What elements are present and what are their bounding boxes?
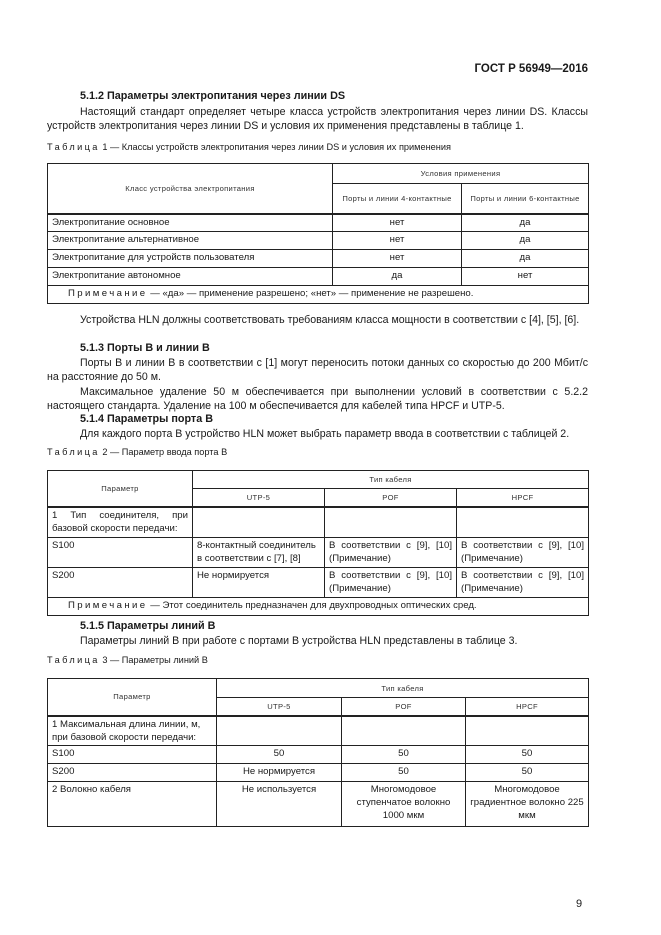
cell: нет bbox=[333, 214, 462, 232]
table-row bbox=[48, 214, 589, 232]
cell: нет bbox=[333, 250, 462, 268]
table-1-caption bbox=[47, 142, 451, 152]
cell bbox=[342, 716, 466, 746]
table-row bbox=[48, 764, 589, 782]
table-2-caption bbox=[47, 447, 227, 457]
cell: Электропитание основное bbox=[48, 214, 333, 232]
cell: Электропитание альтернативное bbox=[48, 232, 333, 250]
table-note bbox=[48, 286, 589, 304]
header-parameter: Параметр bbox=[48, 679, 217, 716]
cell bbox=[193, 507, 325, 538]
cell: 1 Тип соединителя, при базовой скорости передачи: bbox=[48, 507, 193, 538]
table-2 bbox=[47, 470, 589, 616]
cell: Электропитание для устройств пользователя bbox=[48, 250, 333, 268]
section-heading-5-1-4: 5.1.4 Параметры порта В bbox=[80, 413, 213, 425]
header-pof: POF bbox=[325, 489, 457, 507]
section-heading-5-1-2: 5.1.2 Параметры электропитания через линии DS bbox=[80, 90, 346, 102]
paragraph: Порты В и линии В в соответствии с [1] могут переносить потоки данных со скоростью до 200 Мбит/с на расстояние до 50 м. bbox=[47, 357, 588, 384]
cell: S200 bbox=[48, 568, 193, 598]
caption-text: 2 — Параметр ввода порта В bbox=[102, 447, 228, 457]
cell: Не нормируется bbox=[217, 764, 342, 782]
cell: В соответствии с [9], [10] (Примечание) bbox=[325, 538, 457, 568]
cell: В соответствии с [9], [10] (Примечание) bbox=[325, 568, 457, 598]
table-row bbox=[48, 268, 589, 286]
cell bbox=[466, 716, 589, 746]
caption-label: Таблица bbox=[47, 655, 100, 665]
section-heading-5-1-3: 5.1.3 Порты В и линии В bbox=[80, 342, 210, 354]
cell bbox=[325, 507, 457, 538]
header-hpcf: HPCF bbox=[466, 698, 589, 716]
header-cable-type: Тип кабеля bbox=[193, 471, 589, 489]
table-row bbox=[48, 507, 589, 538]
caption-text: 3 — Параметры линий В bbox=[102, 655, 208, 665]
paragraph: Устройства HLN должны соответствовать требованиям класса мощности в соответствии с [4], [5], [6]. bbox=[80, 314, 580, 326]
table-row bbox=[48, 538, 589, 568]
cell: 50 bbox=[342, 746, 466, 764]
page-number: 9 bbox=[576, 898, 583, 910]
header-6-contact: Порты и линии 6-контактные bbox=[462, 184, 589, 214]
header-cable-type: Тип кабеля bbox=[217, 679, 589, 698]
note-label: Примечание bbox=[68, 288, 148, 299]
header-utp5: UTP-5 bbox=[193, 489, 325, 507]
header-parameter: Параметр bbox=[48, 471, 193, 507]
header-hpcf: HPCF bbox=[457, 489, 589, 507]
cell: Не нормируется bbox=[193, 568, 325, 598]
caption-label: Таблица bbox=[47, 142, 100, 152]
cell: S100 bbox=[48, 538, 193, 568]
header-class: Класс устройства электропитания bbox=[48, 164, 333, 214]
header-utp5: UTP-5 bbox=[217, 698, 342, 716]
note-text: — «да» — применение разрешено; «нет» — применение не разрешено. bbox=[147, 288, 474, 299]
paragraph: Для каждого порта В устройство HLN может выбрать параметр ввода в соответствии с таблицей 2. bbox=[80, 428, 570, 440]
cell: нет bbox=[333, 232, 462, 250]
section-heading-5-1-5: 5.1.5 Параметры линий В bbox=[80, 620, 216, 632]
cell: 8-контактный соединитель в соответствии с [7], [8] bbox=[193, 538, 325, 568]
cell: да bbox=[333, 268, 462, 286]
cell: Многомодовое ступенчатое волокно 1000 мкм bbox=[342, 782, 466, 827]
paragraph: Настоящий стандарт определяет четыре класса устройств электропитания через линии DS. Классы устройств электропитания через линии DS и условия их применения представлены в таблице 1. bbox=[47, 106, 588, 133]
cell: нет bbox=[462, 268, 589, 286]
table-row bbox=[48, 746, 589, 764]
cell: Многомодовое градиентное волокно 225 мкм bbox=[466, 782, 589, 827]
cell: Не используется bbox=[217, 782, 342, 827]
table-row bbox=[48, 716, 589, 746]
document-header: ГОСТ Р 56949—2016 bbox=[474, 63, 588, 75]
note-label: Примечание bbox=[68, 600, 148, 611]
table-row bbox=[48, 782, 589, 827]
cell: 50 bbox=[342, 764, 466, 782]
table-1 bbox=[47, 163, 589, 304]
paragraph: Максимальное удаление 50 м обеспечивается при выполнении условий в соответствии с 5.2.2 настоящего стандарта. Удаление на 100 м обеспечивается для кабелей типа HPCF и UTP-5. bbox=[47, 386, 588, 413]
cell: 1 Максимальная длина линии, м, при базовой скорости передачи: bbox=[48, 716, 217, 746]
cell bbox=[457, 507, 589, 538]
cell: 2 Волокно кабеля bbox=[48, 782, 217, 827]
table-row bbox=[48, 232, 589, 250]
cell bbox=[217, 716, 342, 746]
header-conditions: Условия применения bbox=[333, 164, 589, 184]
cell: S200 bbox=[48, 764, 217, 782]
header-pof: POF bbox=[342, 698, 466, 716]
cell: 50 bbox=[466, 764, 589, 782]
cell: да bbox=[462, 250, 589, 268]
paragraph: Параметры линий В при работе с портами В устройства HLN представлены в таблице 3. bbox=[80, 635, 518, 647]
header-4-contact: Порты и линии 4-контактные bbox=[333, 184, 462, 214]
caption-text: 1 — Классы устройств электропитания через линии DS и условия их применения bbox=[102, 142, 451, 152]
note-text: — Этот соединитель предназначен для двухпроводных оптических сред. bbox=[147, 600, 477, 611]
cell: В соответствии с [9], [10] (Примечание) bbox=[457, 568, 589, 598]
cell: 50 bbox=[217, 746, 342, 764]
table-3 bbox=[47, 678, 589, 827]
cell: да bbox=[462, 214, 589, 232]
caption-label: Таблица bbox=[47, 447, 100, 457]
table-row bbox=[48, 250, 589, 268]
table-3-caption bbox=[47, 655, 208, 665]
cell: 50 bbox=[466, 746, 589, 764]
cell: да bbox=[462, 232, 589, 250]
table-row bbox=[48, 568, 589, 598]
table-note bbox=[48, 598, 589, 616]
cell: S100 bbox=[48, 746, 217, 764]
cell: В соответствии с [9], [10] (Примечание) bbox=[457, 538, 589, 568]
cell: Электропитание автономное bbox=[48, 268, 333, 286]
